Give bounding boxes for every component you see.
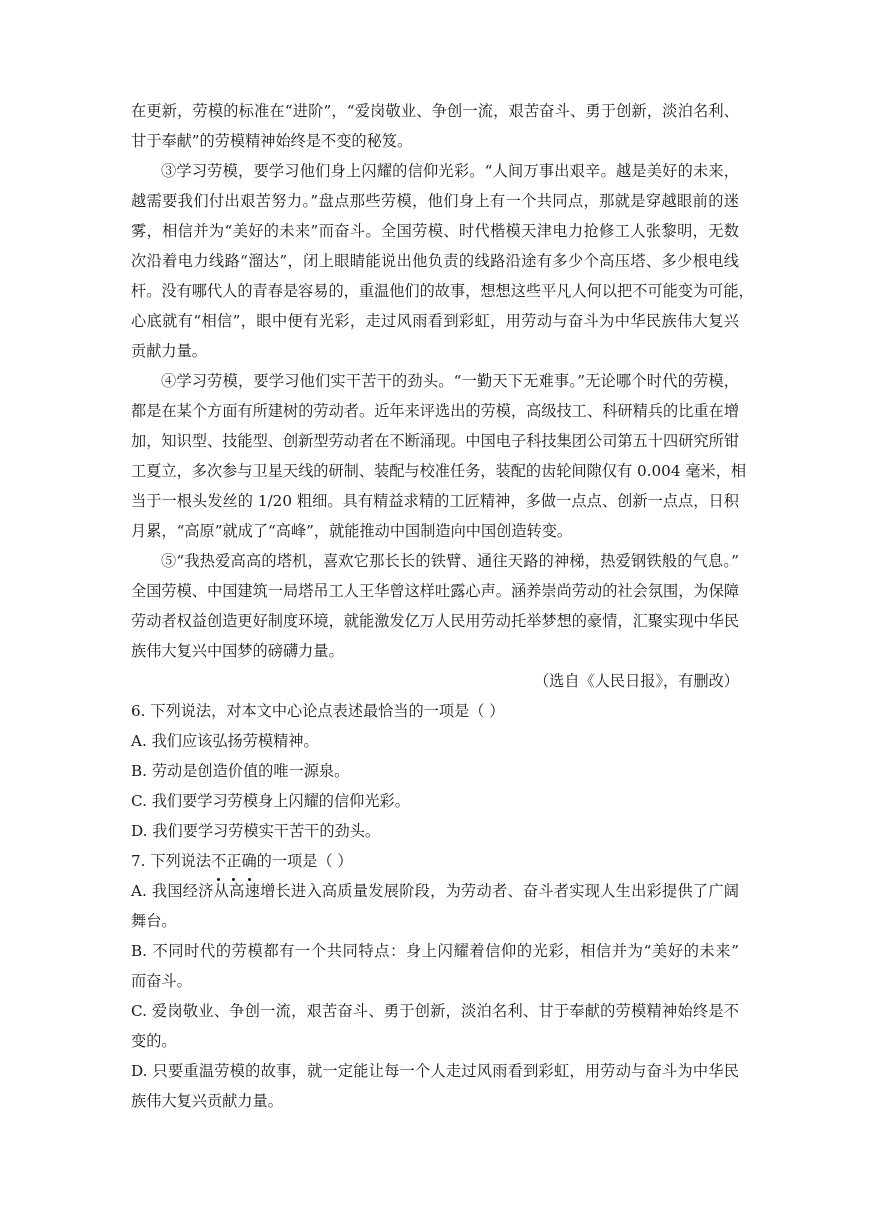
question-7 [131,846,739,1116]
question-stem [131,846,739,876]
option-b: B. 不同时代的劳模都有一个共同特点：身上闪耀着信仰的光彩，相信并为“美好的未来” [131,942,739,960]
text-line: 劳动者权益创造更好制度环境，就能激发亿万人民用劳动托举梦想的豪情，汇聚实现中华民 [131,612,739,630]
option-c: C. 我们要学习劳模身上闪耀的信仰光彩。 [131,792,410,810]
text-line: 全国劳模、中国建筑一局塔吊工人王华曾这样吐露心声。涵养崇尚劳动的社会氛围，为保障 [131,582,739,600]
option-d: D. 只要重温劳模的故事，就一定能让每一个人走过风雨看到彩虹，用劳动与奋斗为中华民 [131,1062,739,1080]
paragraph-3 [131,156,754,366]
text-line: 雾，相信并为“美好的未来”而奋斗。全国劳模、时代楷模天津电力抢修工人张黎明，无数 [131,222,739,240]
option-d: D. 我们要学习劳模实干苦干的劲头。 [131,822,381,840]
option-b: B. 劳动是创造价值的唯一源泉。 [131,762,350,780]
text-line: 杆。没有哪代人的青春是容易的，重温他们的故事，想想这些平凡人何以把不可能变为可能， [131,282,754,300]
source-citation: （选自《人民日报》，有删改） [533,672,739,690]
option-c-continuation: 变的。 [131,1032,177,1050]
text-line: 心底就有“相信”，眼中便有光彩，走过风雨看到彩虹，用劳动与奋斗为中华民族伟大复兴 [131,312,739,330]
emphasis-char: 确 [241,846,256,876]
text-line: 在更新，劳模的标准在“进阶”，“爱岗敬业、争创一流，艰苦奋斗、勇于创新，淡泊名利、 [131,102,739,120]
document-page [131,96,754,1116]
question-stem: 6. 下列说法，对本文中心论点表述最恰当的一项是（ ） [131,702,505,720]
text-line: 月累，“高原”就成了“高峰”，就能推动中国制造向中国创造转变。 [131,522,573,540]
emphasis-char: 不 [211,846,226,876]
text-line: 加，知识型、技能型、创新型劳动者在不断涌现。中国电子科技集团公司第五十四研究所钳 [131,432,739,450]
text-line: 族伟大复兴中国梦的磅礴力量。 [131,642,344,660]
option-a: A. 我国经济从高速增长进入高质量发展阶段，为劳动者、奋斗者实现人生出彩提供了广阔 [131,882,739,900]
option-b-continuation: 而奋斗。 [131,972,192,990]
emphasis-char: 正 [226,846,241,876]
text-line: 都是在某个方面有所建树的劳动者。近年来评选出的劳模，高级技工、科研精兵的比重在增 [131,402,739,420]
text-line: 甘于奉献”的劳模精神始终是不变的秘笈。 [131,132,413,150]
option-a-continuation: 舞台。 [131,912,177,930]
paragraph-4 [131,366,747,546]
question-6 [131,696,739,846]
text-line: 当于一根头发丝的 1/20 粗细。具有精益求精的工匠精神，多做一点点、创新一点点，日积 [131,492,739,510]
paragraph-2-continuation [131,96,739,156]
text-line: ⑤“我热爱高高的塔机，喜欢它那长长的铁臂、通往天路的神梯，热爱钢铁般的气息。” [161,552,739,570]
text-line: 次沿着电力线路“溜达”，闭上眼睛能说出他负责的线路沿途有多少个高压塔、多少根电线 [131,252,739,270]
option-d-continuation: 族伟大复兴贡献力量。 [131,1092,283,1110]
paragraph-5 [131,546,739,666]
text-line: 工夏立，多次参与卫星天线的研制、装配与校准任务，装配的齿轮间隙仅有 0.004 毫米，相 [131,462,747,480]
text-line: 越需要我们付出艰苦努力。”盘点那些劳模，他们身上有一个共同点，那就是穿越眼前的迷 [131,192,739,210]
text-line: ③学习劳模，要学习他们身上闪耀的信仰光彩。“人间万事出艰辛。越是美好的未来， [161,162,739,180]
option-a: A. 我们应该弘扬劳模精神。 [131,732,319,750]
text-line: 贡献力量。 [131,342,207,360]
option-c: C. 爱岗敬业、争创一流，艰苦奋斗、勇于创新，淡泊名利、甘于奉献的劳模精神始终是不 [131,1002,739,1020]
stem-text: 7. 下列说法 [131,852,212,870]
text-line: ④学习劳模，要学习他们实干苦干的劲头。“一勤天下无难事。”无论哪个时代的劳模， [161,372,739,390]
stem-text: 的一项是（ ） [256,852,353,870]
